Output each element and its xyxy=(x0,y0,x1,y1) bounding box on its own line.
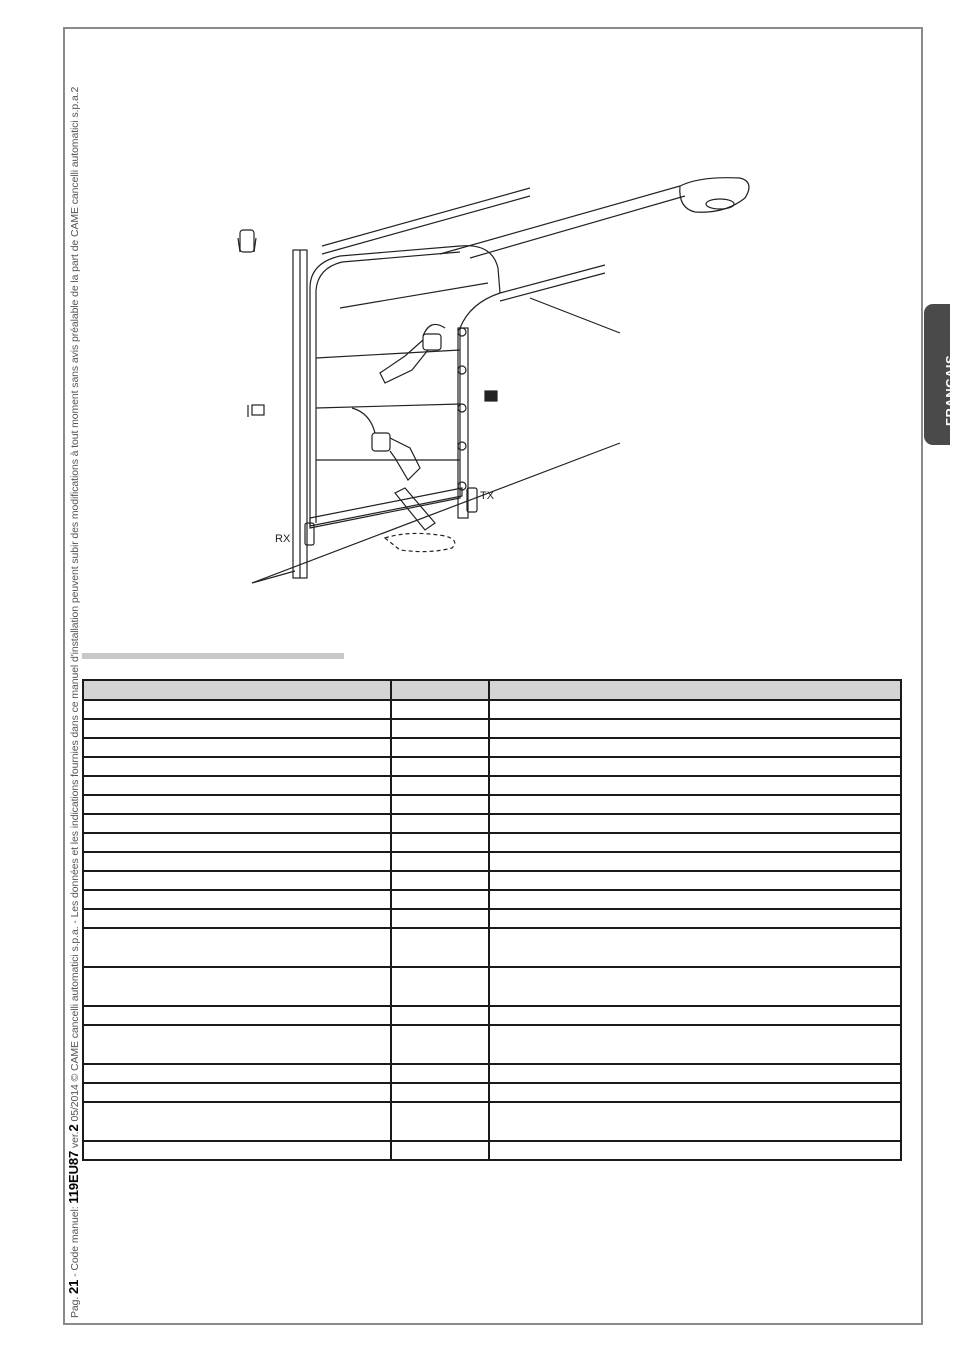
table-row xyxy=(83,795,901,814)
table-cell xyxy=(391,833,489,852)
table-cell xyxy=(391,776,489,795)
table-cell xyxy=(489,700,901,719)
table-cell xyxy=(83,833,391,852)
language-tab xyxy=(924,304,958,445)
table-row xyxy=(83,871,901,890)
footer-prefix: Pag. xyxy=(69,1296,81,1318)
table-cell xyxy=(83,909,391,928)
book-icon xyxy=(485,391,497,401)
gloves-icon xyxy=(238,230,256,252)
table-cell xyxy=(391,890,489,909)
table-row xyxy=(83,719,901,738)
table-cell xyxy=(83,1006,391,1025)
table-cell xyxy=(83,814,391,833)
footer-note xyxy=(66,87,81,1318)
table-cell xyxy=(83,967,391,1006)
door-maintenance-illustration xyxy=(230,168,760,588)
table-cell xyxy=(489,928,901,967)
table-row xyxy=(83,700,901,719)
table-cell xyxy=(391,1083,489,1102)
table-cell xyxy=(489,814,901,833)
tx-label: TX xyxy=(480,490,495,502)
table-row xyxy=(83,1006,901,1025)
language-tab-label: FRANÇAIS xyxy=(943,354,958,426)
table-cell xyxy=(391,928,489,967)
table-row xyxy=(83,967,901,1006)
table-cell xyxy=(83,890,391,909)
table-cell xyxy=(391,1006,489,1025)
table-cell xyxy=(391,1102,489,1141)
table-cell xyxy=(489,776,901,795)
table-cell xyxy=(83,1083,391,1102)
table-cell xyxy=(83,871,391,890)
table-row xyxy=(83,1102,901,1141)
table-cell xyxy=(391,719,489,738)
table-row xyxy=(83,776,901,795)
table-cell xyxy=(391,738,489,757)
table-cell xyxy=(489,1141,901,1160)
flag-bracket-icon xyxy=(248,405,264,417)
table-row xyxy=(83,852,901,871)
table-cell xyxy=(83,1102,391,1141)
table-cell xyxy=(83,776,391,795)
footer-page-number: 21 xyxy=(66,1279,81,1294)
table-cell xyxy=(391,814,489,833)
table-cell xyxy=(489,833,901,852)
footer-code-label: - Code manuel: xyxy=(69,1206,81,1277)
table-cell xyxy=(391,757,489,776)
table-cell xyxy=(489,1102,901,1141)
table-cell xyxy=(489,871,901,890)
table-cell xyxy=(489,719,901,738)
table-cell xyxy=(83,1064,391,1083)
table-cell xyxy=(489,852,901,871)
table-cell xyxy=(489,757,901,776)
footer-ver-label: ver. xyxy=(69,1131,81,1149)
table-cell xyxy=(83,738,391,757)
table-cell xyxy=(391,852,489,871)
table-row xyxy=(83,1083,901,1102)
table-row xyxy=(83,833,901,852)
table-header-cell xyxy=(489,680,901,700)
table-cell xyxy=(391,700,489,719)
table-cell xyxy=(489,795,901,814)
table-cell xyxy=(391,967,489,1006)
table-header-cell xyxy=(83,680,391,700)
maintenance-table xyxy=(82,679,902,1161)
table-cell xyxy=(489,967,901,1006)
table-cell xyxy=(83,1025,391,1064)
table-cell xyxy=(489,890,901,909)
footer-text: 05/2014 © CAME cancelli automatici s.p.a. - Les données et les indications fournies dans ce manuel d'installation peuvent subir des modifications à tout moment sans avis préalable de la part de CAME cancelli automatici s.p.a.2 xyxy=(69,86,81,1122)
table-cell xyxy=(391,1064,489,1083)
table-cell xyxy=(391,1025,489,1064)
table-cell xyxy=(391,795,489,814)
table-cell xyxy=(83,852,391,871)
table-cell xyxy=(489,738,901,757)
table-cell xyxy=(391,871,489,890)
table-header-cell xyxy=(391,680,489,700)
rx-label: RX xyxy=(275,533,291,545)
table-row xyxy=(83,814,901,833)
table-row xyxy=(83,890,901,909)
table-cell xyxy=(83,757,391,776)
table-row xyxy=(83,738,901,757)
table-row xyxy=(83,1141,901,1160)
table-cell xyxy=(489,1064,901,1083)
table-cell xyxy=(83,795,391,814)
table-row xyxy=(83,1064,901,1083)
table-cell xyxy=(83,700,391,719)
section-heading-bar xyxy=(82,653,344,659)
table-cell xyxy=(489,1025,901,1064)
table-cell xyxy=(391,909,489,928)
table-cell xyxy=(489,1006,901,1025)
table-row xyxy=(83,909,901,928)
footer-version: 2 xyxy=(66,1124,81,1132)
table-row xyxy=(83,757,901,776)
table-row xyxy=(83,1025,901,1064)
table-cell xyxy=(83,1141,391,1160)
table-row xyxy=(83,928,901,967)
table-header-row xyxy=(83,680,901,700)
table-cell xyxy=(489,909,901,928)
table-cell xyxy=(83,928,391,967)
table-cell xyxy=(489,1083,901,1102)
table-cell xyxy=(391,1141,489,1160)
table-cell xyxy=(83,719,391,738)
footer-code: 119EU87 xyxy=(66,1150,81,1204)
